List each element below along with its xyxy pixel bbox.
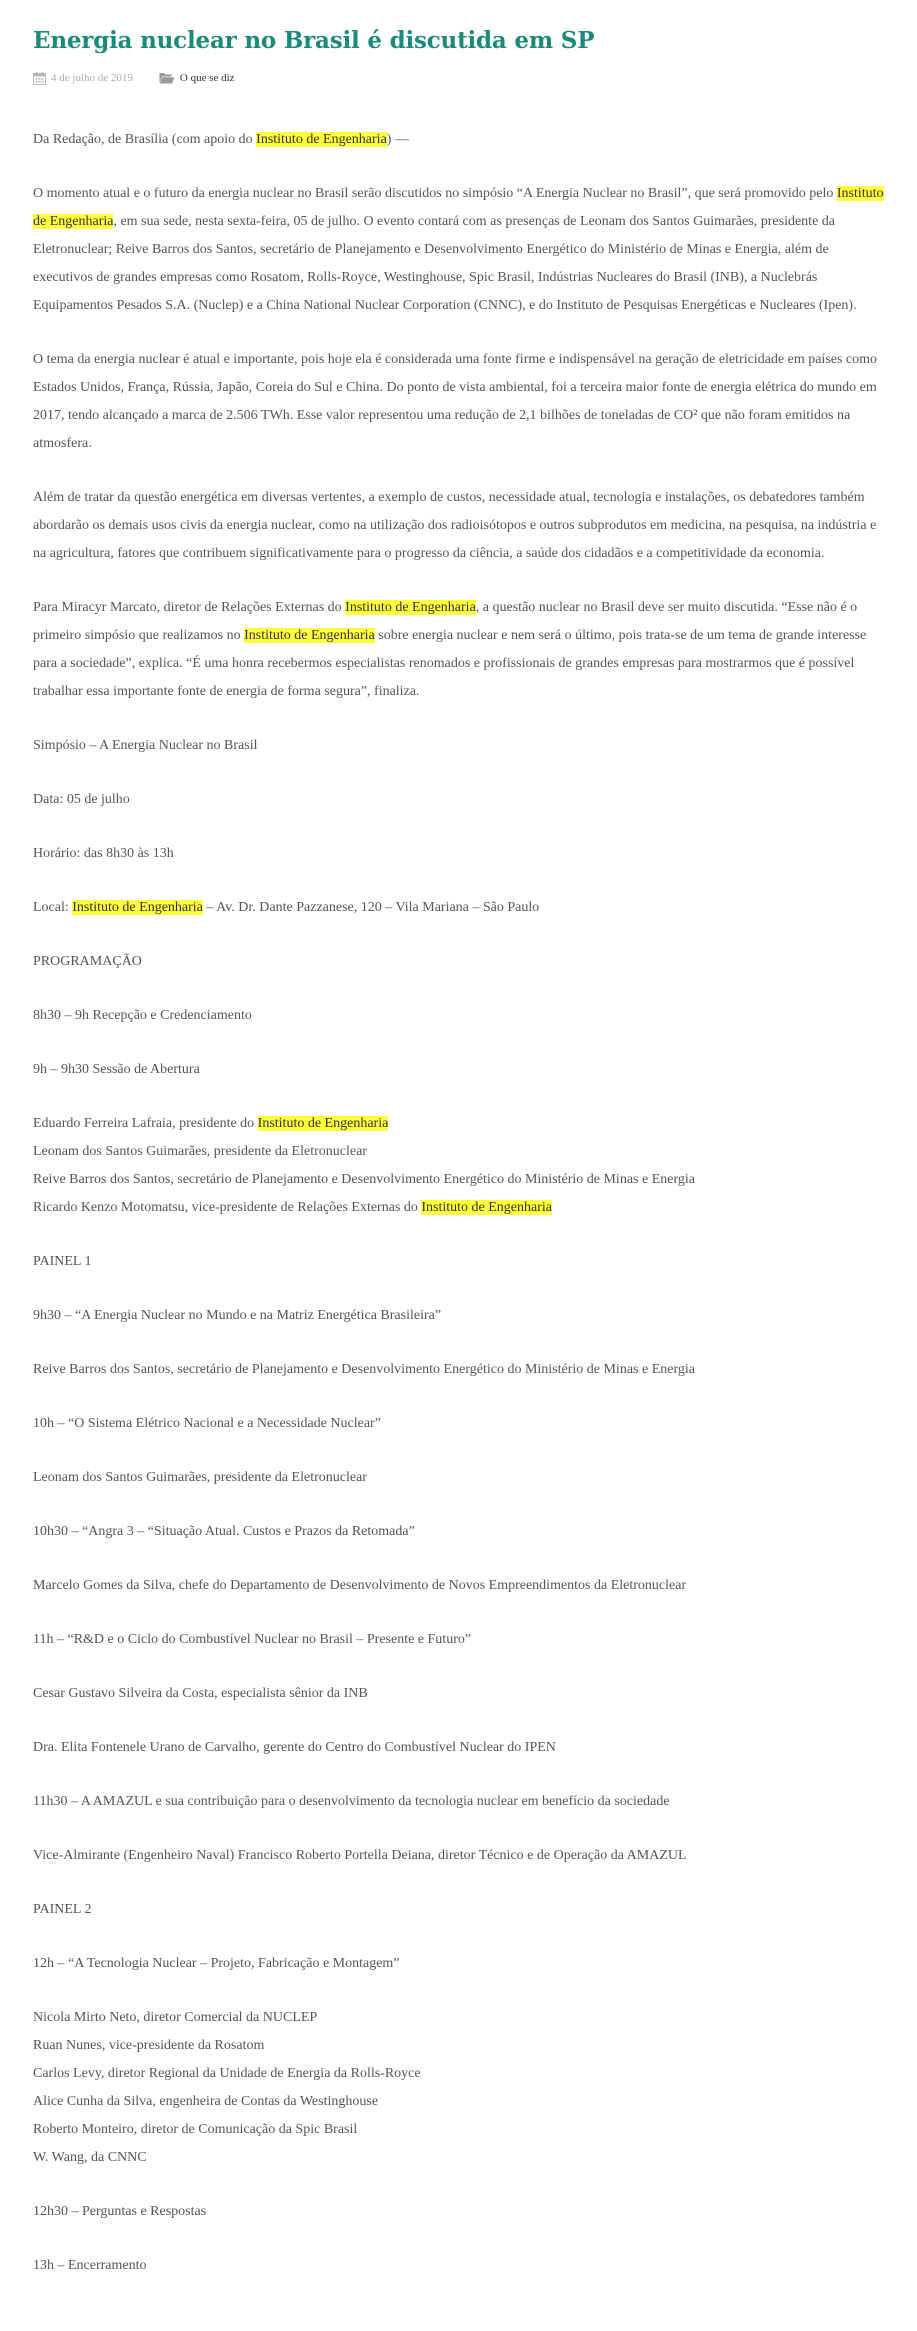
folder-open-icon bbox=[159, 72, 175, 84]
event-title: Simpósio – A Energia Nuclear no Brasil bbox=[33, 738, 258, 753]
speaker: Alice Cunha da Silva, engenheira de Contas da Westinghouse bbox=[33, 2094, 379, 2109]
text: , em sua sede, nesta sexta-feira, 05 de julho. O evento contará com as presenças de Leonam dos Santos Guimarães, presidente da Eletronuclear; Reive Barros dos Santos, secretário de Planejamento e Desenvolvimento Energético do Ministério de Minas e Energia, além de executivos de grandes empresas como Rosatom, Rolls-Royce, Westinghouse, Spic Brasil, Indústrias Nucleares do Brasil (INB), a Nuclebrás Equipamentos Pesados S.A. (Nuclep) e a China National Nuclear Corporation (CNNC), e do Instituto de Pesquisas Energéticas e Nucleares (Ipen). bbox=[33, 214, 857, 313]
speaker: Carlos Levy, diretor Regional da Unidade de Energia da Rolls-Royce bbox=[33, 2066, 421, 2081]
paragraph-topics: Além de tratar da questão energética em diversas vertentes, a exemplo de custos, necessidade atual, tecnologia e instalações, os debatedores também abordarão os demais usos civis da energia nuclear, como na utilização dos radioisótopos e outros subprodutos em medicina, na pesquisa, na indústria e na agricultura, fatores que contribuem significativamente para o progresso da ciência, a saúde dos cidadãos e a competitividade da economia. bbox=[33, 490, 877, 561]
speaker: Vice-Almirante (Engenheiro Naval) Francisco Roberto Portella Deiana, diretor Técnico e de Operação da AMAZUL bbox=[33, 1848, 687, 1863]
panel-2-speakers bbox=[33, 2004, 884, 2172]
schedule-item: 9h – 9h30 Sessão de Abertura bbox=[33, 1062, 200, 1077]
highlighted-term: Instituto de Engenharia bbox=[256, 132, 387, 147]
paragraph-intro bbox=[33, 126, 884, 154]
event-time: Horário: das 8h30 às 13h bbox=[33, 846, 174, 861]
speaker: Marcelo Gomes da Silva, chefe do Departamento de Desenvolvimento de Novos Empreendimentos da Eletronuclear bbox=[33, 1578, 687, 1593]
speaker: W. Wang, da CNNC bbox=[33, 2150, 147, 2165]
event-date: Data: 05 de julho bbox=[33, 792, 130, 807]
highlighted-term: Instituto de Engenharia bbox=[257, 1116, 389, 1131]
section-programacao: PROGRAMAÇÃO bbox=[33, 954, 142, 969]
schedule-item: 10h – “O Sistema Elétrico Nacional e a Necessidade Nuclear” bbox=[33, 1416, 381, 1431]
schedule-item: 8h30 – 9h Recepção e Credenciamento bbox=[33, 1008, 252, 1023]
schedule-item: 9h30 – “A Energia Nuclear no Mundo e na Matriz Energética Brasileira” bbox=[33, 1308, 442, 1323]
section-painel-2: PAINEL 2 bbox=[33, 1902, 92, 1917]
text: – Av. Dr. Dante Pazzanese, 120 – Vila Mariana – São Paulo bbox=[202, 900, 540, 915]
speaker: Roberto Monteiro, diretor de Comunicação da Spic Brasil bbox=[33, 2122, 358, 2137]
article-body bbox=[33, 126, 884, 2280]
text: Eduardo Ferreira Lafraia, presidente do bbox=[33, 1116, 258, 1131]
speaker: Cesar Gustavo Silveira da Costa, especialista sênior da INB bbox=[33, 1686, 368, 1701]
highlighted-term: Instituto de Engenharia bbox=[421, 1200, 553, 1215]
schedule-item: 11h30 – A AMAZUL e sua contribuição para o desenvolvimento da tecnologia nuclear em benefício da sociedade bbox=[33, 1794, 670, 1809]
speaker: Reive Barros dos Santos, secretário de Planejamento e Desenvolvimento Energético do Ministério de Minas e Energia bbox=[33, 1362, 695, 1377]
event-location bbox=[33, 894, 884, 922]
text: Local: bbox=[33, 900, 73, 915]
text: Reive Barros dos Santos, secretário de Planejamento e Desenvolvimento Energético do Ministério de Minas e Energia bbox=[33, 1172, 695, 1187]
calendar-icon bbox=[33, 72, 46, 85]
text: Da Redação, de Brasília (com apoio do bbox=[33, 132, 257, 147]
speaker: Ruan Nunes, vice-presidente da Rosatom bbox=[33, 2038, 265, 2053]
post-category-link[interactable]: O que se diz bbox=[179, 72, 235, 84]
text: Para Miracyr Marcato, diretor de Relações Externas do bbox=[33, 600, 346, 615]
highlighted-term: Instituto de Engenharia bbox=[33, 186, 884, 229]
schedule-item: 11h – “R&D e o Ciclo do Combustível Nuclear no Brasil – Presente e Futuro” bbox=[33, 1632, 472, 1647]
paragraph-energy: O tema da energia nuclear é atual e importante, pois hoje ela é considerada uma fonte firme e indispensável na geração de eletricidade em países como Estados Unidos, França, Rússia, Japão, Coreia do Sul e China. Do ponto de vista ambiental, foi a terceira maior fonte de energia elétrica do mundo em 2017, tendo alcançado a marca de 2.506 TWh. Esse valor representou uma redução de 2,1 bilhões de toneladas de CO² que não foram emitidos na atmosfera. bbox=[33, 352, 878, 451]
section-painel-1: PAINEL 1 bbox=[33, 1254, 92, 1269]
text: ) — bbox=[386, 132, 409, 147]
speaker: Nicola Mirto Neto, diretor Comercial da NUCLEP bbox=[33, 2010, 318, 2025]
schedule-item: 12h – “A Tecnologia Nuclear – Projeto, Fabricação e Montagem” bbox=[33, 1956, 400, 1971]
schedule-item: 12h30 – Perguntas e Respostas bbox=[33, 2204, 207, 2219]
speaker: Dra. Elita Fontenele Urano de Carvalho, gerente do Centro do Combustível Nuclear do IPEN bbox=[33, 1740, 556, 1755]
highlighted-term: Instituto de Engenharia bbox=[72, 900, 203, 915]
schedule-item: 13h – Encerramento bbox=[33, 2258, 147, 2273]
page-title: Energia nuclear no Brasil é discutida em SP bbox=[33, 27, 595, 54]
text: , a questão nuclear no Brasil deve ser muito discutida. “Esse não é o primeiro simpósio que realizamos no bbox=[33, 600, 858, 643]
text: Ricardo Kenzo Motomatsu, vice-presidente de Relações Externas do bbox=[33, 1200, 422, 1215]
speaker: Leonam dos Santos Guimarães, presidente da Eletronuclear bbox=[33, 1470, 367, 1485]
schedule-item: 10h30 – “Angra 3 – “Situação Atual. Custos e Prazos da Retomada” bbox=[33, 1524, 415, 1539]
text: sobre energia nuclear e nem será o último, pois trata-se de um tema de grande interesse para a sociedade”, explica. “É uma honra recebermos especialistas renomados e profissionais de grandes empresas para mostrarmos que é possível trabalhar essa importante fonte de energia de forma segura”, finaliza. bbox=[33, 628, 867, 699]
highlighted-term: Instituto de Engenharia bbox=[345, 600, 476, 615]
paragraph-event bbox=[33, 180, 884, 320]
opening-speakers bbox=[33, 1110, 884, 1222]
paragraph-quote bbox=[33, 594, 884, 706]
post-meta bbox=[33, 68, 884, 88]
text: O momento atual e o futuro da energia nuclear no Brasil serão discutidos no simpósio “A Energia Nuclear no Brasil”, que será promovido pelo bbox=[33, 186, 837, 201]
post-date: 4 de julho de 2019 bbox=[51, 72, 133, 84]
highlighted-term: Instituto de Engenharia bbox=[244, 628, 375, 643]
text: Leonam dos Santos Guimarães, presidente da Eletronuclear bbox=[33, 1144, 367, 1159]
